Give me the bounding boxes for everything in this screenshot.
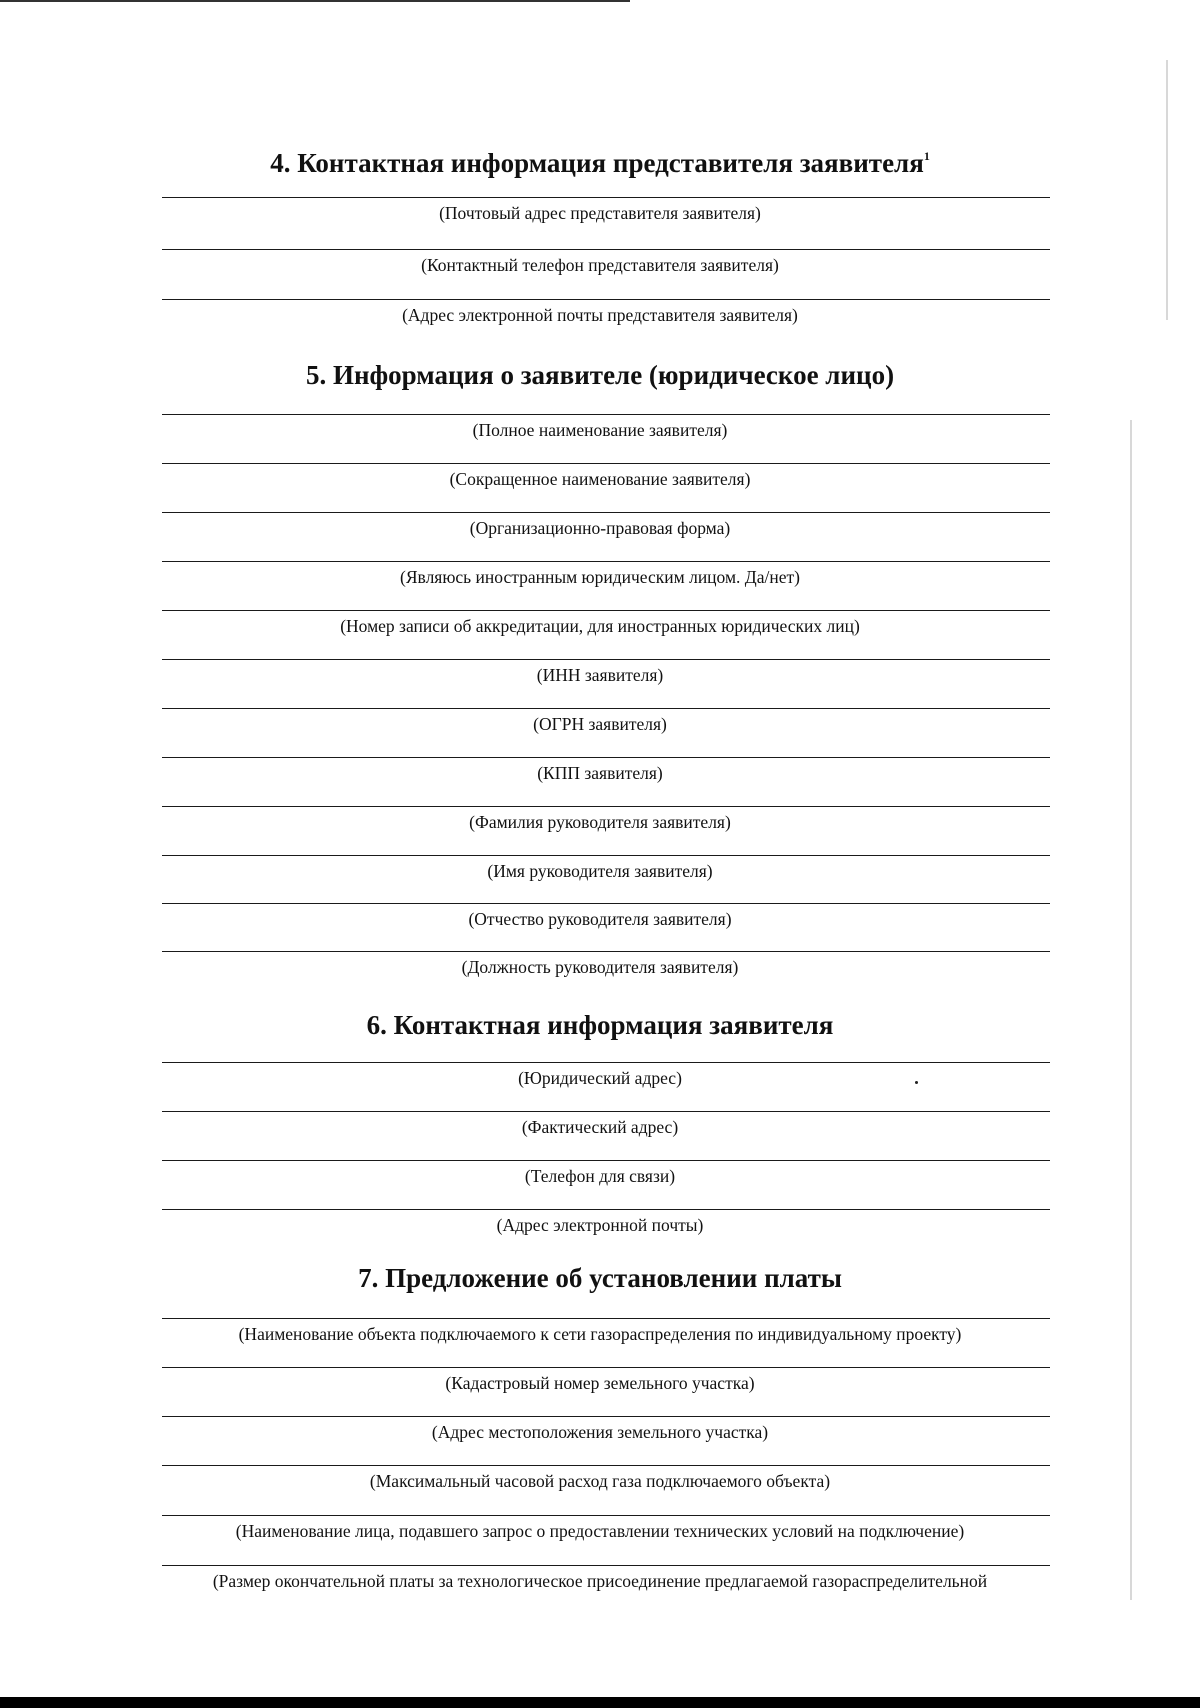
field-caption: (КПП заявителя): [537, 763, 663, 783]
field-caption: (Номер записи об аккредитации, для иностранных юридических лиц): [340, 616, 860, 636]
scan-speck: [915, 1081, 918, 1084]
form-field: [150, 757, 1050, 797]
field-caption: (Сокращенное наименование заявителя): [449, 469, 751, 489]
fill-in-line: [162, 1565, 1050, 1567]
form-field: [150, 249, 1050, 289]
scan-bottom-edge: [0, 1697, 1200, 1708]
section-5-heading: 5. Информация о заявителе (юридическое лицо): [305, 360, 895, 390]
section-4-heading-text: 4. Контактная информация представителя заявителя: [270, 148, 924, 178]
scan-top-edge: [0, 0, 630, 2]
fill-in-line: [162, 1367, 1050, 1369]
fill-in-line: [162, 1416, 1050, 1418]
section-6-heading: 6. Контактная информация заявителя: [366, 1010, 834, 1040]
field-caption: (Отчество руководителя заявителя): [468, 909, 732, 929]
field-caption: (Адрес местоположения земельного участка): [431, 1422, 769, 1442]
form-field: [150, 1111, 1050, 1151]
field-caption: (Полное наименование заявителя): [472, 420, 728, 440]
field-caption: (Юридический адрес): [518, 1068, 682, 1088]
field-caption: (Имя руководителя заявителя): [487, 861, 713, 881]
fill-in-line: [162, 1515, 1050, 1517]
field-caption: (Почтовый адрес представителя заявителя): [439, 203, 761, 223]
fill-in-line: [162, 1465, 1050, 1467]
field-caption: (Организационно-правовая форма): [469, 518, 731, 538]
form-field: [150, 610, 1050, 650]
fill-in-line: [162, 512, 1050, 514]
form-field: [150, 659, 1050, 699]
fill-in-line: [162, 1111, 1050, 1113]
footnote-mark: 1: [923, 149, 930, 163]
fill-in-line: [162, 299, 1050, 301]
fill-in-line: [162, 463, 1050, 465]
form-field: [150, 806, 1050, 846]
form-field: [150, 1209, 1050, 1249]
fill-in-line: [162, 1062, 1050, 1064]
field-caption: (Кадастровый номер земельного участка): [445, 1373, 755, 1393]
field-caption: (Являюсь иностранным юридическим лицом. Да/нет): [400, 567, 800, 587]
form-field: [150, 414, 1050, 454]
field-caption: (Наименование объекта подключаемого к сети газораспределения по индивидуальному проекту): [238, 1324, 962, 1344]
form-field: [150, 1416, 1050, 1456]
fill-in-line: [162, 610, 1050, 612]
fill-in-line: [162, 1209, 1050, 1211]
form-field: [150, 1465, 1050, 1505]
fill-in-line: [162, 951, 1050, 953]
fill-in-line: [162, 561, 1050, 563]
form-field: [150, 561, 1050, 601]
fill-in-line: [162, 659, 1050, 661]
section-7-heading: 7. Предложение об установлении платы: [358, 1263, 842, 1293]
form-field: [150, 855, 1050, 895]
form-field: [150, 708, 1050, 748]
fill-in-line: [162, 757, 1050, 759]
field-caption: (Должность руководителя заявителя): [461, 957, 739, 977]
fill-in-line: [162, 708, 1050, 710]
form-field: [150, 1515, 1050, 1555]
fill-in-line: [162, 414, 1050, 416]
field-caption: (ОГРН заявителя): [533, 714, 667, 734]
form-field: [150, 463, 1050, 503]
field-caption: (ИНН заявителя): [536, 665, 664, 685]
field-caption: (Адрес электронной почты представителя заявителя): [402, 305, 798, 325]
form-field: [150, 299, 1050, 339]
fill-in-line: [162, 806, 1050, 808]
field-caption: (Размер окончательной платы за технологическое присоединение предлагаемой газораспределительной: [212, 1571, 988, 1591]
form-field: [150, 951, 1050, 991]
fill-in-line: [162, 903, 1050, 905]
fill-in-line: [162, 197, 1050, 199]
form-field: [150, 1318, 1050, 1358]
fill-in-line: [162, 1160, 1050, 1162]
scan-right-edge: [1130, 420, 1132, 1600]
fill-in-line: [162, 855, 1050, 857]
field-caption: (Фамилия руководителя заявителя): [469, 812, 731, 832]
fill-in-line: [162, 1318, 1050, 1320]
form-field: [150, 1367, 1050, 1407]
field-caption: (Фактический адрес): [521, 1117, 679, 1137]
field-caption: (Контактный телефон представителя заявителя): [421, 255, 779, 275]
field-caption: (Наименование лица, подавшего запрос о предоставлении технических условий на подключение): [235, 1521, 965, 1541]
scan-right-edge: [1166, 60, 1168, 320]
field-caption: (Максимальный часовой расход газа подключаемого объекта): [369, 1471, 831, 1491]
field-caption: (Телефон для связи): [524, 1166, 676, 1186]
form-field: [150, 903, 1050, 943]
field-caption: (Адрес электронной почты): [496, 1215, 704, 1235]
form-field: [150, 197, 1050, 237]
form-field: [150, 1565, 1050, 1605]
fill-in-line: [162, 249, 1050, 251]
section-4-heading: [150, 136, 1050, 176]
form-field: [150, 1160, 1050, 1200]
form-field: [150, 512, 1050, 552]
